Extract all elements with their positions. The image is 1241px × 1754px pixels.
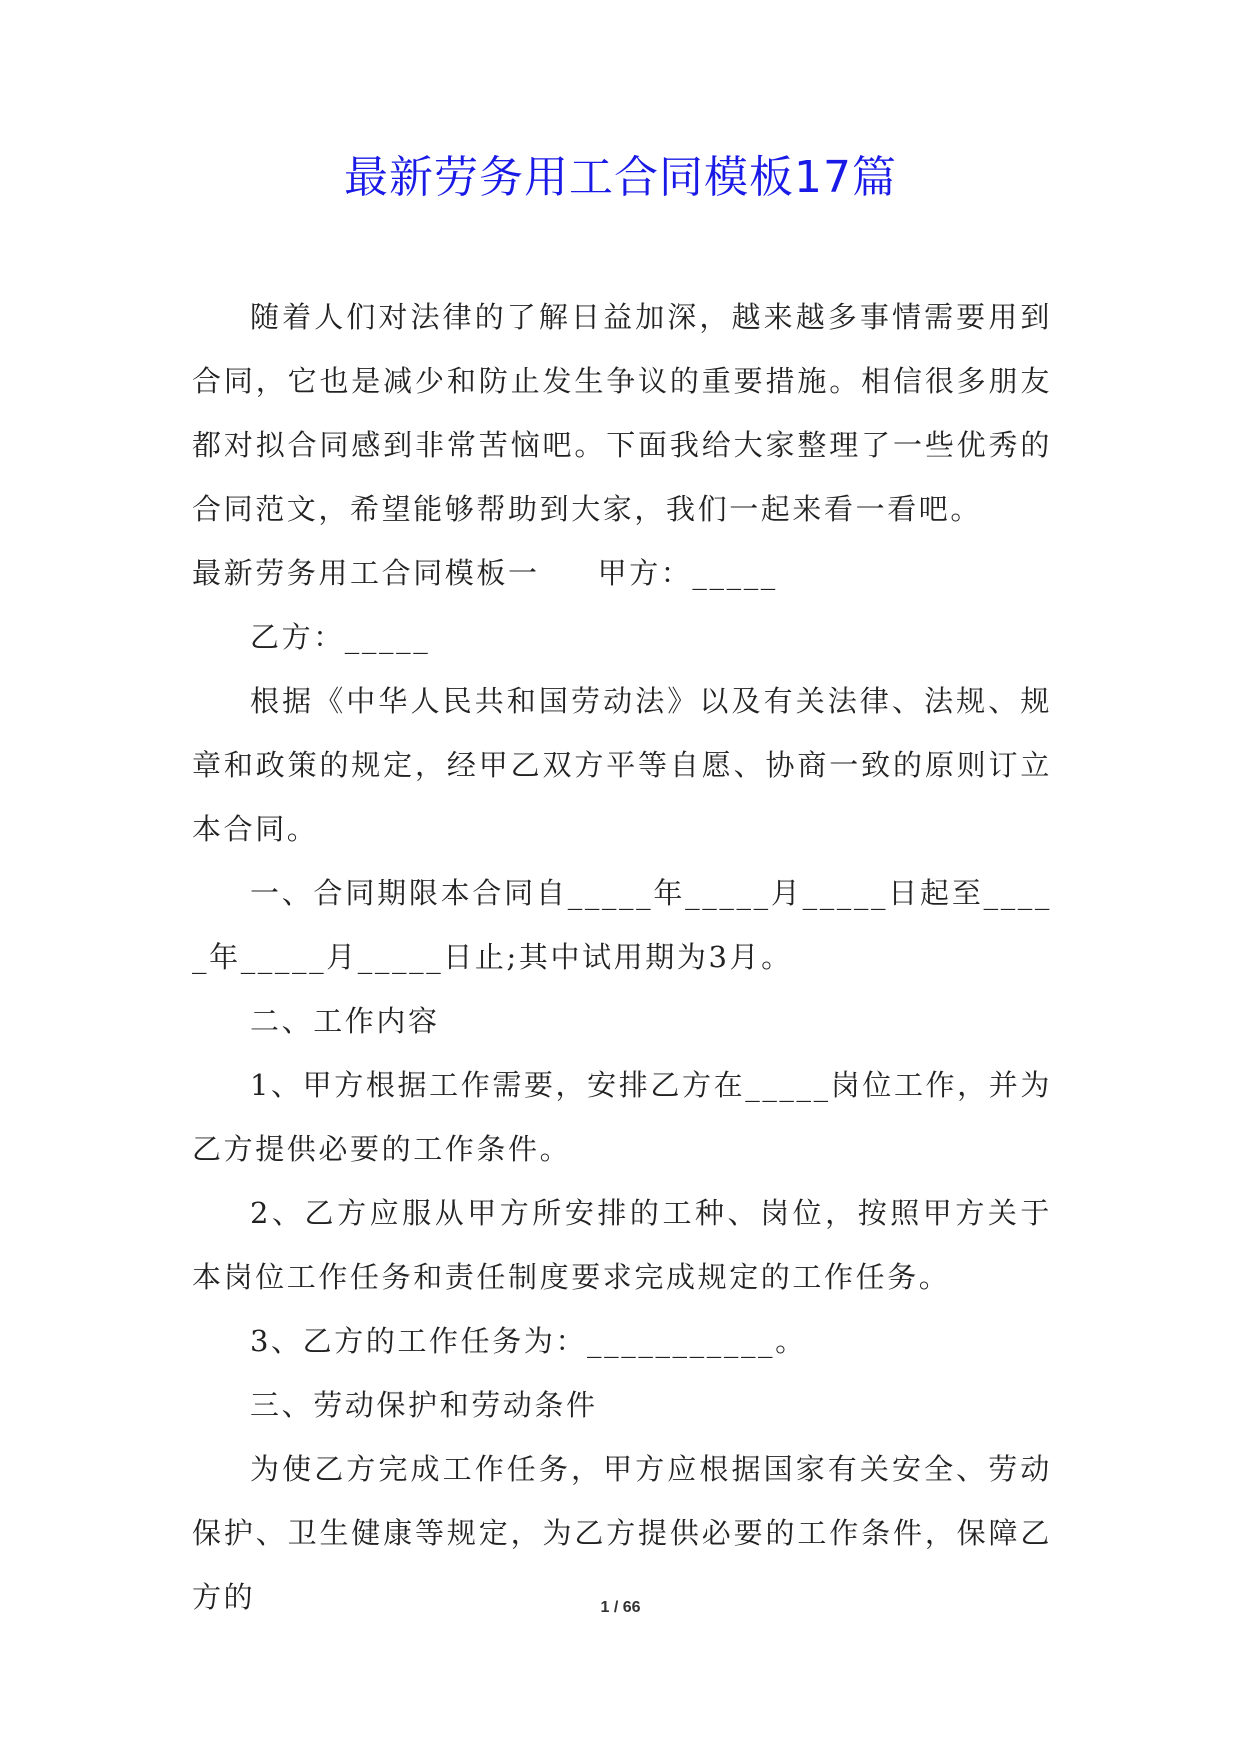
term-paragraph: 一、合同期限本合同自_____年_____月_____日起至_____年_____月_____日止;其中试用期为3月。 <box>192 876 1052 974</box>
party-b-line: 乙方：_____ <box>250 620 431 654</box>
party-a-line: 甲方：_____ <box>597 556 778 590</box>
section-2-title: 二、工作内容 <box>250 1004 440 1038</box>
document-body <box>192 285 1052 1629</box>
section-3-title: 三、劳动保护和劳动条件 <box>250 1388 598 1422</box>
page-number: 1 / 66 <box>600 1599 641 1616</box>
section-2-item-1: 1、甲方根据工作需要，安排乙方在_____岗位工作，并为乙方提供必要的工作条件。 <box>192 1068 1052 1166</box>
basis-paragraph: 根据《中华人民共和国劳动法》以及有关法律、法规、规章和政策的规定，经甲乙双方平等自愿、协商一致的原则订立本合同。 <box>192 684 1052 846</box>
template-heading-line <box>192 541 1052 605</box>
section-2-item-3: 3、乙方的工作任务为：___________。 <box>250 1324 807 1358</box>
intro-paragraph: 随着人们对法律的了解日益加深，越来越多事情需要用到合同，它也是减少和防止发生争议的重要措施。相信很多朋友都对拟合同感到非常苦恼吧。下面我给大家整理了一些优秀的合同范文，希望能够帮助到大家，我们一起来看一看吧。 <box>192 300 1052 526</box>
template-heading: 最新劳务用工合同模板一 <box>192 556 540 590</box>
section-2-item-2: 2、乙方应服从甲方所安排的工种、岗位，按照甲方关于本岗位工作任务和责任制度要求完成规定的工作任务。 <box>192 1196 1052 1294</box>
section-3-paragraph: 为使乙方完成工作任务，甲方应根据国家有关安全、劳动保护、卫生健康等规定，为乙方提供必要的工作条件，保障乙方的 <box>192 1452 1052 1614</box>
document-title: 最新劳务用工合同模板17篇 <box>344 152 897 203</box>
